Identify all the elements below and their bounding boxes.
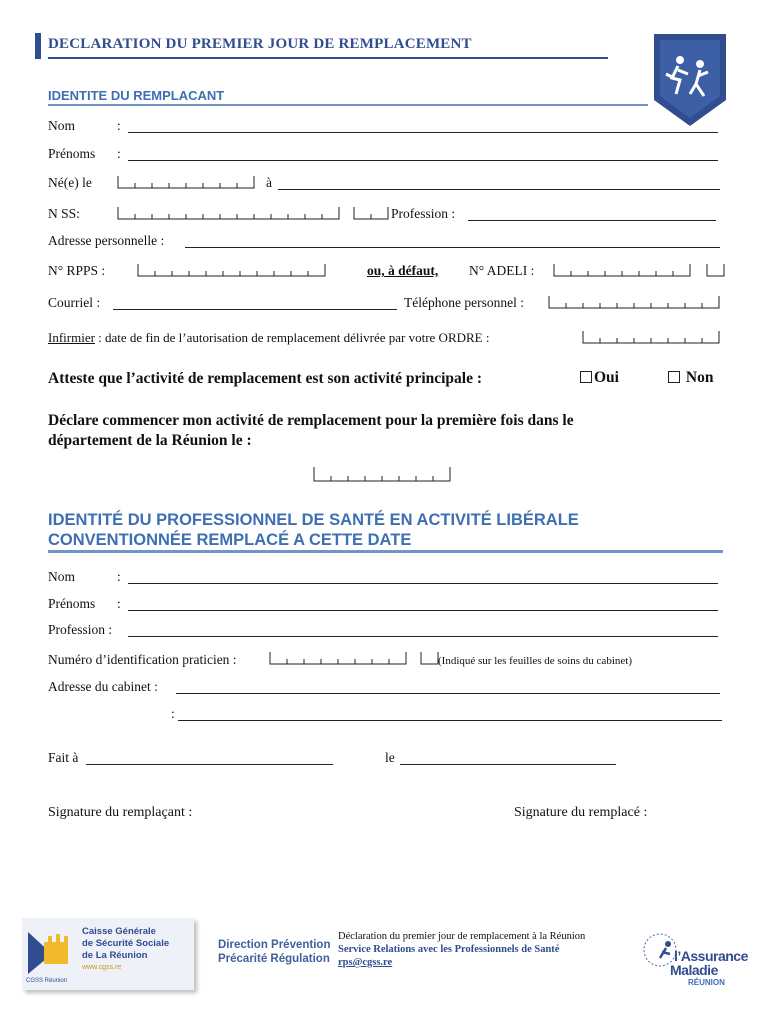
infirmier-label: Infirmier (48, 330, 95, 345)
nom-label: Nom (48, 118, 75, 133)
telephone-label: Téléphone personnel : (404, 295, 524, 310)
infirmier-text: : date de fin de l’autorisation de remplacement délivrée par votre ORDRE : (98, 330, 490, 345)
adeli-label: N° ADELI : (469, 263, 535, 278)
declare-line-2: département de la Réunion le : (48, 432, 252, 449)
s2-prenoms-field[interactable] (128, 610, 718, 611)
nss-key-boxes[interactable] (353, 207, 389, 219)
s2-profession-field[interactable] (128, 636, 718, 637)
signature-remplacant-label: Signature du remplaçant : (48, 805, 193, 820)
le-field[interactable] (400, 764, 616, 765)
birth-place-label: à (266, 175, 272, 190)
infirmier-date-boxes[interactable] (582, 331, 720, 343)
nom-colon: : (117, 118, 121, 133)
nom-field[interactable] (128, 132, 718, 133)
non-label: Non (685, 369, 714, 386)
cgss-name-3: de La Réunion (82, 950, 148, 961)
adresse-field[interactable] (185, 247, 720, 248)
oui-label: Oui (594, 369, 619, 386)
non-checkbox[interactable] (668, 371, 680, 383)
numero-praticien-key-box[interactable] (420, 652, 439, 664)
birth-date-label: Né(e) le (48, 175, 92, 190)
birth-place-field[interactable] (278, 189, 720, 190)
cgss-logo (22, 918, 194, 990)
am-line-1: l’Assurance (674, 948, 748, 964)
cgss-name-2: de Sécurité Sociale (82, 938, 170, 949)
le-label: le (385, 750, 395, 765)
nss-label: N SS: (48, 206, 80, 221)
cgss-name-1: Caisse Générale (82, 926, 156, 937)
dpr-line-1: Direction Prévention (218, 939, 331, 951)
numero-praticien-boxes[interactable] (269, 652, 407, 664)
s2-nom-colon: : (117, 569, 121, 584)
signature-remplace-label: Signature du remplacé : (514, 805, 648, 820)
prenoms-label: Prénoms (48, 146, 96, 161)
declare-line-1: Déclare commencer mon activité de remplacement pour la première fois dans le (48, 412, 574, 429)
footer-info-line-2: Service Relations avec les Professionnels de Santé (338, 944, 560, 955)
s2-prenoms-colon: : (117, 596, 121, 611)
adeli-boxes[interactable] (553, 264, 691, 276)
s2-profession-label: Profession : (48, 622, 113, 637)
s2-nom-label: Nom (48, 569, 75, 584)
prenoms-colon: : (117, 146, 121, 161)
courriel-field[interactable] (113, 309, 397, 310)
adresse-cabinet-colon-2: : (171, 706, 175, 721)
oui-checkbox[interactable] (580, 371, 592, 383)
adresse-label: Adresse personnelle : (48, 233, 165, 248)
section-professionnel-heading-2: CONVENTIONNÉE REMPLACÉ A CETTE DATE (48, 531, 412, 549)
assurance-maladie-logo (640, 930, 755, 992)
ou-a-defaut-text: ou, à défaut, (367, 263, 439, 278)
section2-rule (48, 550, 723, 553)
courriel-label: Courriel : (48, 295, 101, 310)
atteste-oui-option[interactable] (580, 369, 619, 387)
footer-email-link[interactable]: rps@cgss.re (338, 957, 393, 968)
profession-label: Profession : (391, 206, 456, 221)
footer-info-line-1: Déclaration du premier jour de remplacement à la Réunion (338, 931, 586, 942)
infirmier-line (48, 330, 489, 346)
indique-note: (Indiqué sur les feuilles de soins du cabinet) (438, 655, 632, 667)
birth-date-boxes[interactable] (117, 176, 255, 188)
title-underline (48, 57, 608, 59)
am-line-2: Maladie (670, 962, 718, 978)
dpr-line-2: Précarité Régulation (218, 953, 330, 965)
sports-badge-logo (650, 30, 730, 130)
title-bar (35, 33, 41, 59)
section-professionnel-heading-1: IDENTITÉ DU PROFESSIONNEL DE SANTÉ EN ACTIVITÉ LIBÉRALE (48, 511, 579, 529)
adresse-cabinet-field[interactable] (176, 693, 720, 694)
section1-rule (48, 104, 648, 106)
cgss-url: www.cgss.re (82, 964, 122, 971)
am-line-3: RÉUNION (688, 978, 725, 987)
numero-praticien-label: Numéro d’identification praticien : (48, 652, 237, 667)
prenoms-field[interactable] (128, 160, 718, 161)
section-identite-remplacant-heading: IDENTITE DU REMPLACANT (48, 88, 225, 103)
adeli-key-box[interactable] (706, 264, 725, 276)
page-title: DECLARATION DU PREMIER JOUR DE REMPLACEMENT (48, 36, 472, 52)
telephone-boxes[interactable] (548, 296, 720, 308)
rpps-label: N° RPPS : (48, 263, 106, 278)
rpps-boxes[interactable] (137, 264, 326, 276)
atteste-non-option[interactable] (668, 369, 713, 387)
nss-boxes[interactable] (117, 207, 340, 219)
s2-prenoms-label: Prénoms (48, 596, 96, 611)
adresse-cabinet-field-2[interactable] (178, 720, 722, 721)
profession-field[interactable] (468, 220, 716, 221)
cgss-small-label: CGSS Réunion (26, 978, 68, 984)
fait-a-label: Fait à (48, 750, 79, 765)
s2-nom-field[interactable] (128, 583, 718, 584)
adresse-cabinet-label: Adresse du cabinet : (48, 679, 158, 694)
atteste-text: Atteste que l’activité de remplacement est son activité principale : (48, 370, 483, 387)
declare-date-boxes[interactable] (313, 467, 451, 481)
fait-a-field[interactable] (86, 764, 333, 765)
